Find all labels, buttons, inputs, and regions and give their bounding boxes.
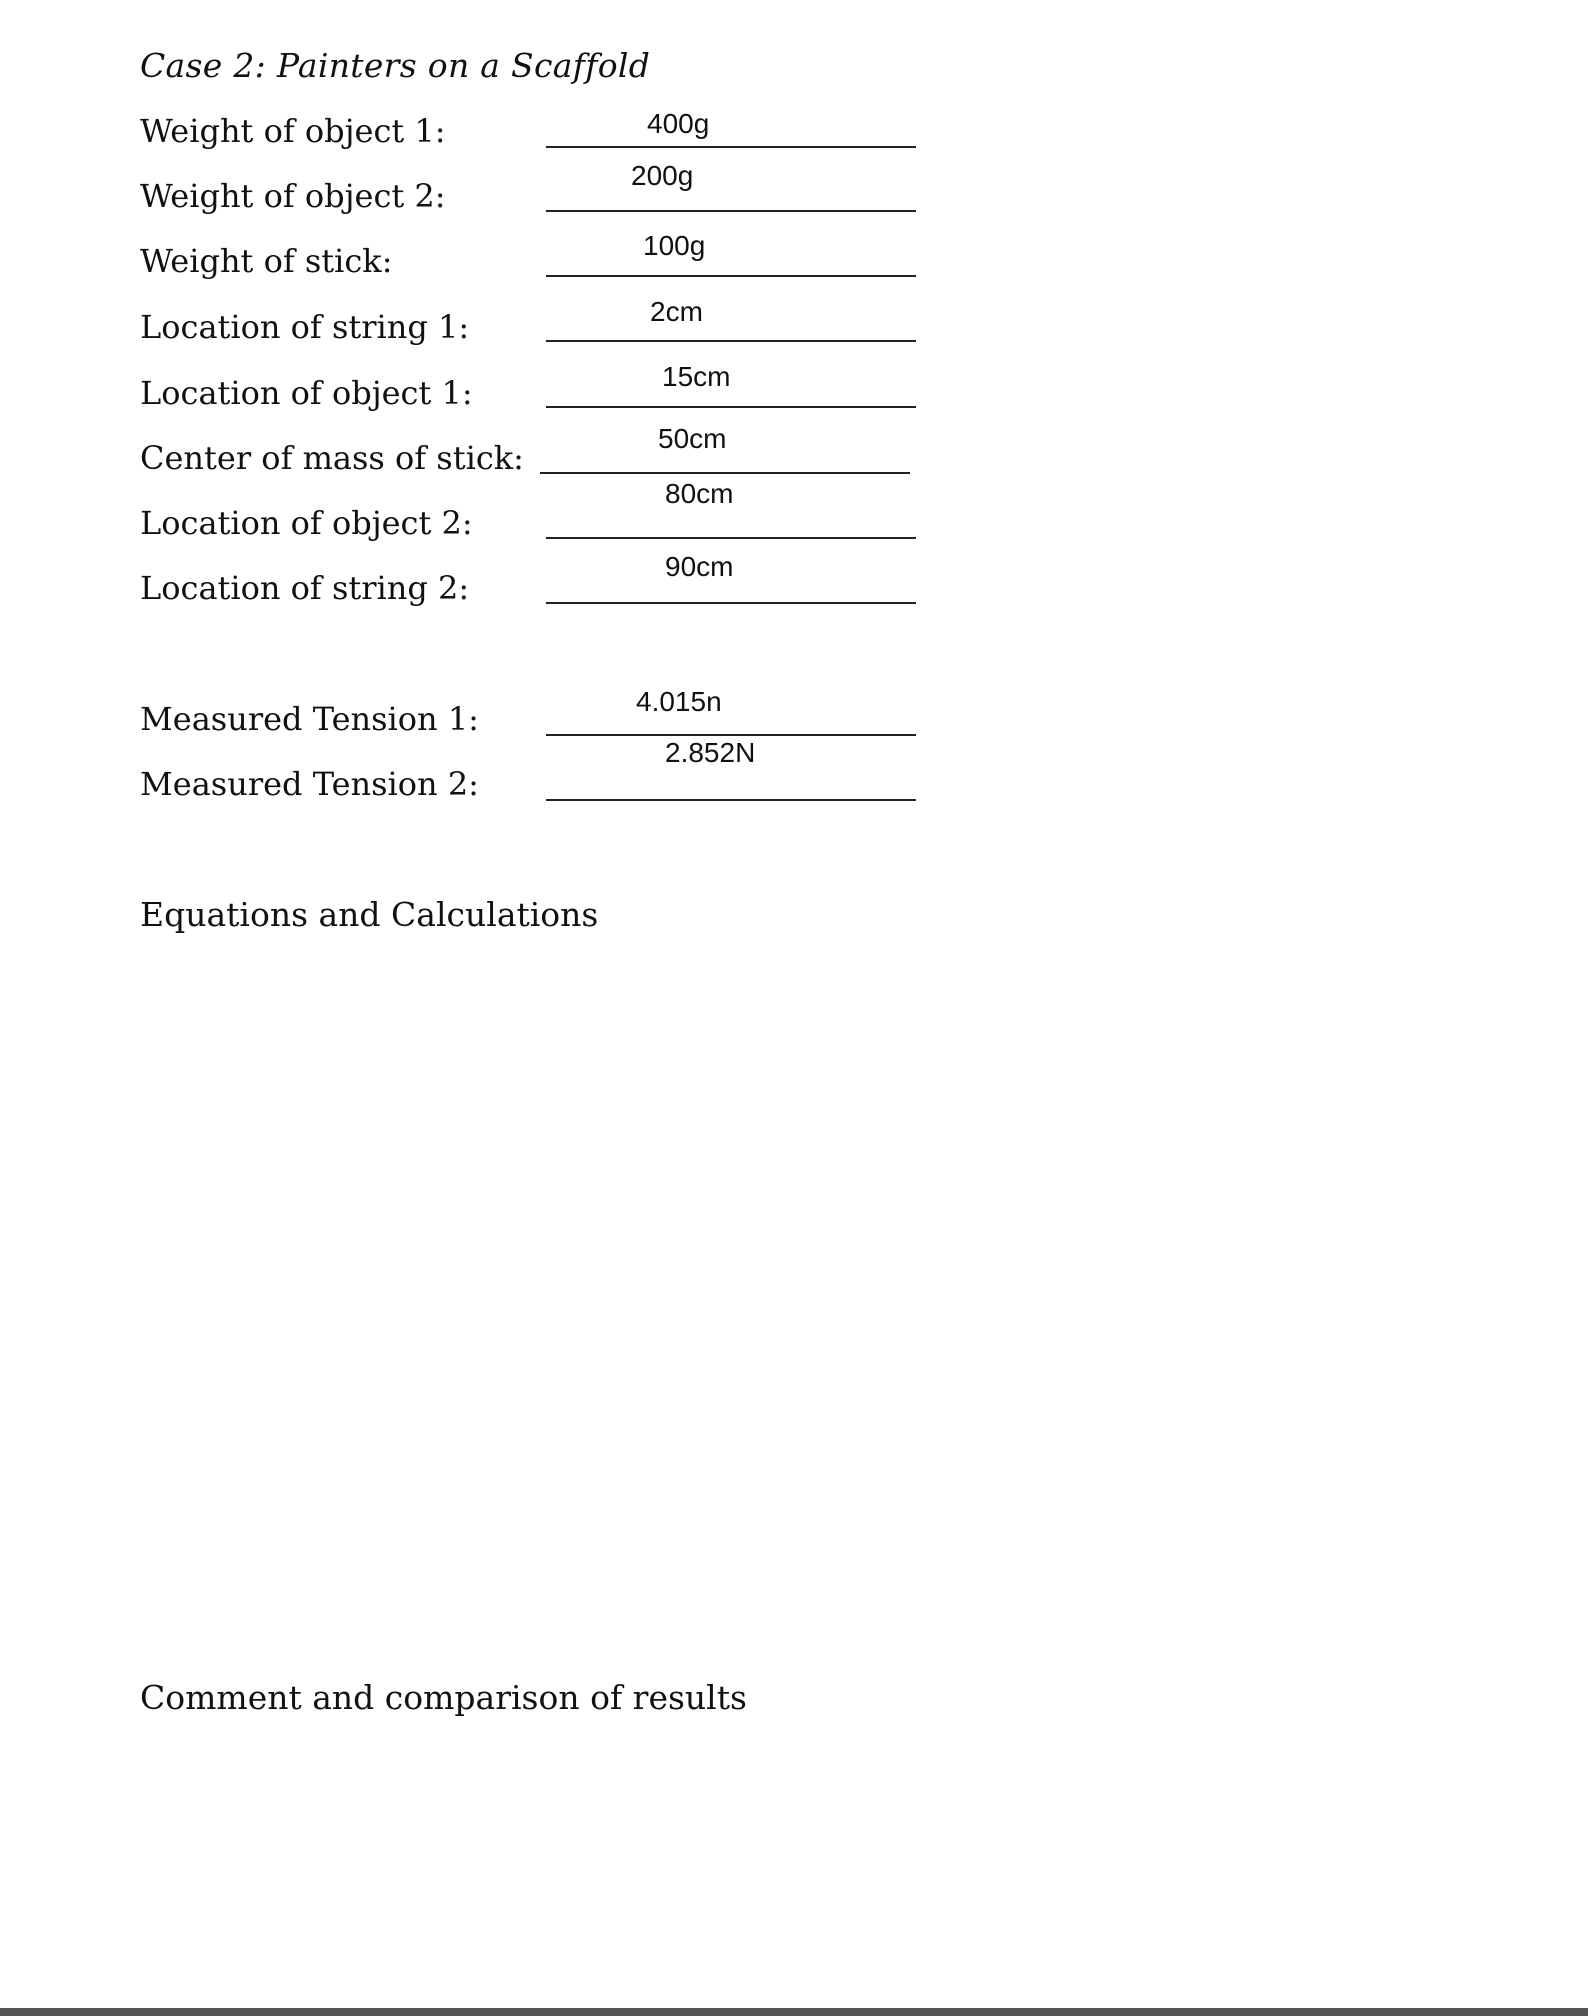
field-line-location-string-1 (546, 306, 916, 342)
tension-line-2 (546, 765, 916, 801)
equations-heading: Equations and Calculations (140, 895, 599, 934)
tension-value-1: 4.015n (636, 686, 722, 717)
field-label-location-object-2: Location of object 2: (140, 504, 473, 542)
field-value-center-of-mass: 50cm (658, 423, 727, 454)
field-label-location-string-1: Location of string 1: (140, 308, 470, 346)
field-value-location-string-2: 90cm (665, 551, 734, 582)
tension-label-1: Measured Tension 1: (140, 700, 479, 738)
field-label-location-object-1: Location of object 1: (140, 374, 473, 412)
comment-heading: Comment and comparison of results (140, 1678, 747, 1717)
field-label-center-of-mass: Center of mass of stick: (140, 439, 524, 477)
field-value-weight-object-2: 200g (631, 160, 694, 191)
bottom-border (0, 2008, 1588, 2016)
field-label-weight-object-2: Weight of object 2: (140, 177, 446, 215)
field-label-weight-object-1: Weight of object 1: (140, 112, 446, 150)
field-line-weight-object-1 (546, 112, 916, 148)
field-value-location-string-1: 2cm (650, 296, 703, 327)
field-value-weight-stick: 100g (643, 230, 706, 261)
field-label-location-string-2: Location of string 2: (140, 569, 470, 607)
field-value-location-object-2: 80cm (665, 478, 734, 509)
tension-label-2: Measured Tension 2: (140, 765, 479, 803)
field-line-weight-object-2 (546, 176, 916, 212)
field-value-location-object-1: 15cm (662, 361, 731, 392)
field-label-weight-stick: Weight of stick: (140, 242, 393, 280)
case-title: Case 2: Painters on a Scaffold (140, 46, 651, 85)
tension-value-2: 2.852N (665, 737, 756, 768)
field-value-weight-object-1: 400g (647, 108, 710, 139)
field-line-location-object-1 (546, 372, 916, 408)
field-line-weight-stick (546, 241, 916, 277)
tension-line-1 (546, 700, 916, 736)
